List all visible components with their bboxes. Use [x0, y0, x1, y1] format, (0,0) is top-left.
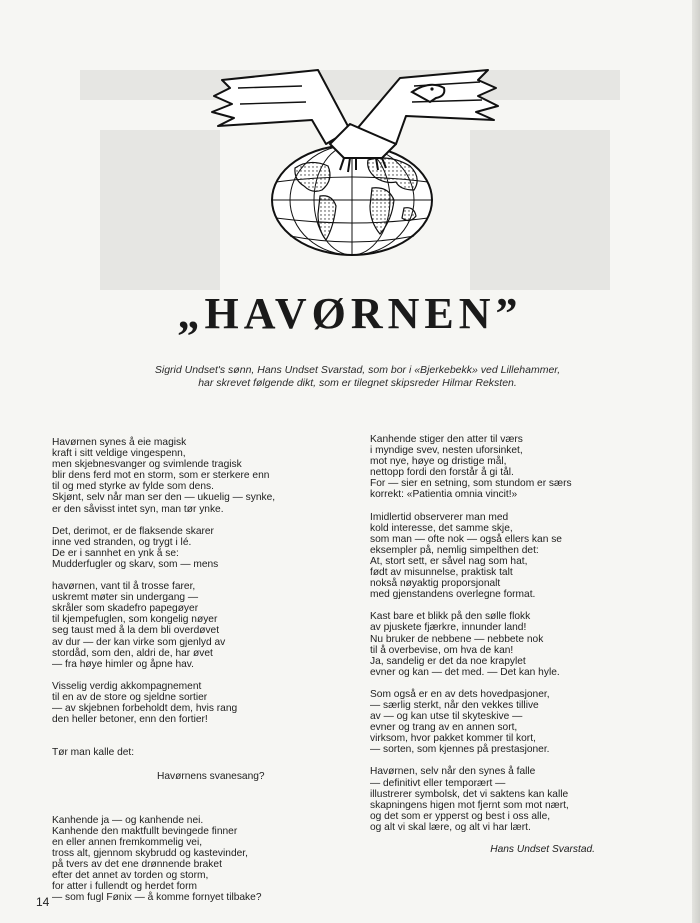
poem-line: eksempler på, nemlig simpelthen det: — [370, 544, 539, 556]
poem-line: havørnen, vant til å trosse farer, — [52, 581, 196, 593]
page-edge-shadow — [692, 0, 700, 923]
poem-stanza — [52, 681, 352, 725]
poem-line: — av skjebnen forbeholdt dem, hvis rang — [52, 702, 238, 714]
poem-line: Kanhende ja — og kanhende nei. — [52, 814, 204, 826]
poem-line: korrekt: «Patientia omnia vincit!» — [370, 489, 518, 501]
poem-line: og det som er ypperst og best i oss alle, — [370, 810, 551, 822]
page-number: 14 — [36, 895, 50, 909]
poem-line: til kjempefuglen, som kongelig nøyer — [52, 614, 218, 626]
poem-line: for atter i fullendt og herdet form — [52, 881, 197, 893]
eagle-globe-emblem — [200, 58, 500, 268]
poem-line: Havørnen synes å eie magisk — [52, 437, 187, 448]
poem-line: men skjebnesvanger og svimlende tragisk — [52, 459, 242, 471]
poem-stanza — [370, 766, 615, 833]
poem-line: blir dens ferd mot en storm, som er sterkere enn — [52, 470, 270, 482]
poem-stanza — [52, 815, 352, 904]
poem-line: evner og trang av en annen sort, — [370, 722, 518, 734]
poem-line: og alt vi skal lære, og alt vi har lært. — [370, 821, 531, 833]
poem-line: i myndige svev, nesten uforsinket, — [370, 445, 523, 457]
poem-stanza — [52, 581, 352, 670]
poem-line: av dur — der kan virke som gjenlyd av — [52, 636, 226, 648]
question-indent-line: Havørnens svanesang? — [157, 771, 265, 783]
poem-line: mot nye, høye og dristige mål, — [370, 456, 507, 468]
poem-line: Nu bruker de nebbene — nebbete nok — [370, 633, 544, 645]
poem-line: Som også er en av dets hovedpasjoner, — [370, 688, 550, 700]
poem-line: stordåd, som den, aldri de, har øvet — [52, 647, 213, 659]
poem-line: Ja, sandelig er det da noe krapylet — [370, 655, 526, 667]
poem-title: „HAVØRNEN” — [177, 289, 523, 338]
poem-line: Visselig verdig akkompagnement — [52, 680, 202, 692]
poem-line: Skjønt, selv når man ser den — ukuelig — synke, — [52, 492, 276, 504]
intro-line-1: Sigrid Undset's sønn, Hans Undset Svarstad, som bor i «Bjerkebekk» ved Lillehammer, — [154, 364, 561, 376]
poem-line: Kanhende stiger den atter til værs — [370, 434, 523, 445]
poem-line: til og med styrke av fylde som dens. — [52, 481, 214, 493]
poem-stanza — [52, 437, 352, 515]
poem-question — [52, 736, 352, 793]
poem-left-column — [52, 437, 352, 914]
poem-line: av — og kan utse til skyteskive — — [370, 711, 523, 723]
poem-line: Mudderfugler og skarv, som — mens — [52, 558, 219, 570]
poem-line: av pjuskete fjærkre, innunder land! — [370, 622, 527, 634]
poem-line: Det, derimot, er de flaksende skarer — [52, 525, 214, 537]
poem-line: evner og kan — det med. — Det kan hyle. — [370, 666, 560, 678]
poem-line: den heller betoner, enn den fortier! — [52, 714, 208, 726]
author-signature: Hans Undset Svarstad. — [490, 844, 595, 855]
poem-line: — definitivt eller temporært — — [370, 777, 506, 789]
poem-line: Kast bare et blikk på den sølle flokk — [370, 611, 531, 623]
poem-line: skråler som skadefro papegøyer — [52, 603, 199, 615]
poem-stanza — [370, 434, 615, 501]
poem-line: efter det annet av torden og storm, — [52, 870, 209, 882]
poem-line: — som fugl Føniх — å komme fornyet tilbake? — [52, 892, 262, 904]
poem-line: seg taust med å la dem bli overdøvet — [52, 625, 220, 637]
poem-line: uskremt møter sin undergang — — [52, 592, 199, 604]
poem-line: virksom, hvor pakket kommer til kort, — [370, 733, 536, 745]
poem-line: er den såvisst intet syn, man tør ynke. — [52, 503, 224, 515]
poem-line: en eller annen fremkommelig vei, — [52, 836, 203, 848]
poem-line: til en av de store og sjeldne sortier — [52, 691, 208, 703]
stanza-gap — [52, 805, 352, 815]
poem-line: At, stort sett, er såvel nag som hat, — [370, 555, 528, 567]
poem-stanza — [370, 611, 615, 678]
intro-line-2: har skrevet følgende dikt, som er tilegnet skipsreder Hilmar Reksten. — [198, 377, 517, 389]
poem-line: Havørnen, selv når den synes å falle — [370, 766, 536, 778]
poem-line: kraft i sitt veldige vingespenn, — [52, 448, 186, 460]
poem-line: inne ved stranden, og trygt i lé. — [52, 536, 192, 548]
poem-right-column — [370, 434, 615, 855]
poem-line: på tvers av det ene drønnende braket — [52, 859, 222, 870]
poem-stanza — [52, 526, 352, 570]
poem-line: født av misunnelse, praktisk talt — [370, 567, 513, 579]
poem-line: Kanhende den maktfullt bevingede finner — [52, 825, 238, 837]
poem-stanza — [370, 512, 615, 601]
poem-stanza — [370, 689, 615, 756]
poem-line: skapningens higen mot fjernt som mot nært, — [370, 799, 569, 811]
poem-line: som man — ofte nok — også ellers kan se — [370, 533, 562, 545]
poem-line: illustrerer symbolsk, det vi saktens kan kalle — [370, 788, 569, 800]
poem-line: De er i sannhet en ynk å se: — [52, 547, 179, 559]
poem-line: til å overbevise, om hva de kan! — [370, 644, 514, 656]
poem-line: med gjenstandens overlegne format. — [370, 589, 536, 601]
poem-line: For — sier en setning, som stundom er særs — [370, 478, 572, 490]
poem-line: kold interesse, det samme skje, — [370, 522, 513, 534]
poem-line: nokså nøyaktig proporsjonalt — [370, 578, 501, 590]
question-line: Tør man kalle det: — [52, 747, 135, 759]
poem-line: — fra høye himler og åpne hav. — [52, 658, 194, 670]
poem-line: Imidlertid observerer man med — [370, 511, 509, 523]
poem-line: nettopp fordi den forstår å gi tål. — [370, 467, 514, 479]
poem-line: — særlig sterkt, når den vekkes tillive — [370, 699, 539, 711]
poem-line: tross alt, gjennom skybrudd og kastevinder, — [52, 847, 248, 859]
intro-text — [100, 364, 615, 390]
poem-line: — sorten, som kjennes på prestasjoner. — [370, 744, 550, 756]
